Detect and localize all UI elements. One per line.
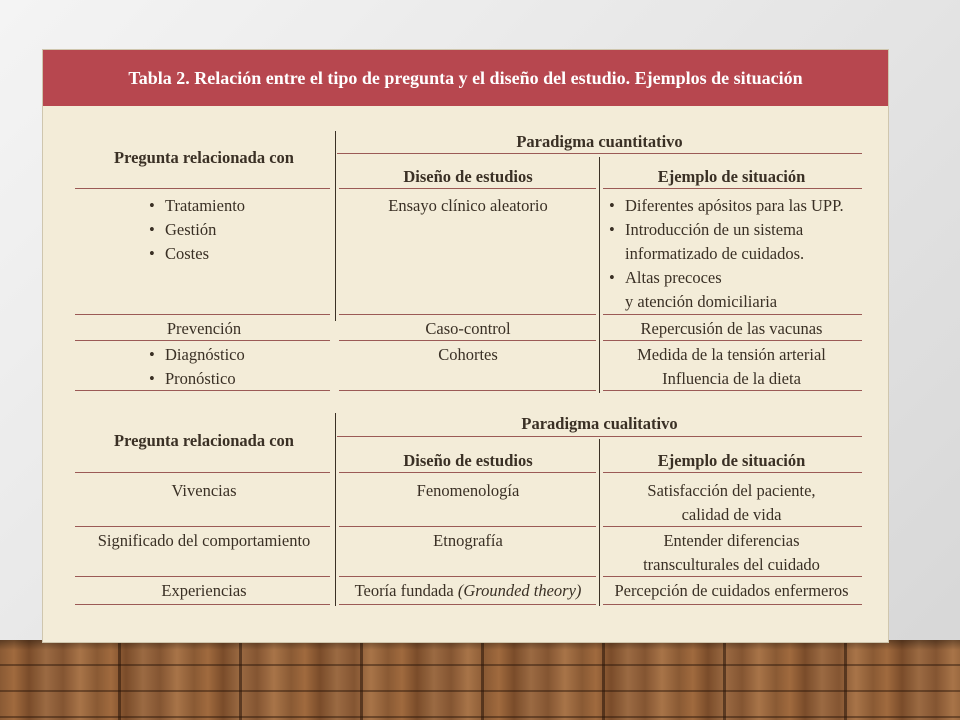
example-cell [601, 479, 862, 527]
header-underline [339, 188, 596, 189]
design-cell [339, 579, 597, 603]
design-cell: Caso-control [425, 319, 511, 338]
design-cell: Cohortes [438, 345, 498, 364]
paradigm-underline [337, 436, 862, 437]
header-underline [339, 472, 596, 473]
list-item: • Pronóstico [145, 367, 245, 391]
row-divider [339, 576, 596, 577]
row-divider [339, 526, 596, 527]
section-divider [75, 390, 330, 391]
question-cell: Experiencias [161, 581, 247, 600]
list-item: • Altas precoces [605, 266, 844, 290]
row-divider [75, 340, 330, 341]
example-line: transculturales del cuidado [643, 555, 820, 574]
header-example: Ejemplo de situación [657, 167, 806, 186]
design-cell: Fenomenología [416, 481, 520, 500]
header-underline [75, 472, 330, 473]
list-item: • Diagnóstico [145, 343, 245, 367]
header-underline [603, 472, 862, 473]
row-divider [75, 526, 330, 527]
table-frame [43, 50, 888, 642]
row-divider [75, 604, 330, 605]
list-item-continuation: informatizado de cuidados. [625, 244, 805, 263]
list-item: • Tratamiento [145, 194, 245, 218]
table-title: Tabla 2. Relación entre el tipo de pregunta y el diseño del estudio. Ejemplos de situación [43, 50, 888, 106]
list-item-continuation: y atención domiciliaria [625, 292, 778, 311]
header-design: Diseño de estudios [403, 167, 533, 186]
design-cell: Etnografía [433, 531, 503, 550]
row-divider [75, 314, 330, 315]
example-line: Satisfacción del paciente, [647, 481, 816, 500]
list-item: • Diferentes apósitos para las UPP. [605, 194, 844, 218]
example-cell [605, 194, 844, 314]
example-cell: Percepción de cuidados enfermeros [614, 581, 849, 600]
section-divider [603, 390, 862, 391]
header-question: Pregunta relacionada con [114, 431, 294, 450]
row-divider [603, 526, 862, 527]
wood-floor-background [0, 640, 960, 720]
question-cell: Significado del comportamiento [97, 531, 311, 550]
example-line: Medida de la tensión arterial [637, 345, 826, 364]
row-divider [603, 604, 862, 605]
example-cell: Repercusión de las vacunas [640, 319, 823, 338]
design-cell: Ensayo clínico aleatorio [388, 196, 548, 215]
column-divider [335, 413, 336, 606]
example-cell [601, 529, 862, 577]
example-line: calidad de vida [681, 505, 782, 524]
list-item: • Introducción de un sistema [605, 218, 844, 242]
header-underline [603, 188, 862, 189]
example-line: Influencia de la dieta [662, 369, 801, 388]
row-divider [603, 340, 862, 341]
list-item-questions [145, 343, 245, 391]
row-divider [339, 604, 596, 605]
column-divider [599, 439, 600, 606]
list-item: • Costes [145, 242, 245, 266]
question-cell: Prevención [166, 319, 242, 338]
design-text: Teoría fundada [354, 581, 458, 600]
row-divider [603, 314, 862, 315]
header-question: Pregunta relacionada con [114, 148, 294, 167]
row-divider [75, 576, 330, 577]
section-divider [339, 390, 596, 391]
header-example: Ejemplo de situación [657, 451, 806, 470]
row-divider [339, 314, 596, 315]
header-design: Diseño de estudios [403, 451, 533, 470]
row-divider [603, 576, 862, 577]
list-item: • Gestión [145, 218, 245, 242]
paradigm-underline [337, 153, 862, 154]
paradigm-qualitative: Paradigma cualitativo [521, 414, 678, 433]
header-underline [75, 188, 330, 189]
column-divider [599, 157, 600, 393]
design-text-italic: (Grounded theory) [457, 581, 582, 600]
example-line: Entender diferencias [663, 531, 800, 550]
paradigm-quantitative: Paradigma cuantitativo [516, 132, 683, 151]
example-cell [601, 343, 862, 391]
row-divider [339, 340, 596, 341]
column-divider [335, 131, 336, 321]
list-item-questions [145, 194, 245, 266]
question-cell: Vivencias [171, 481, 237, 500]
